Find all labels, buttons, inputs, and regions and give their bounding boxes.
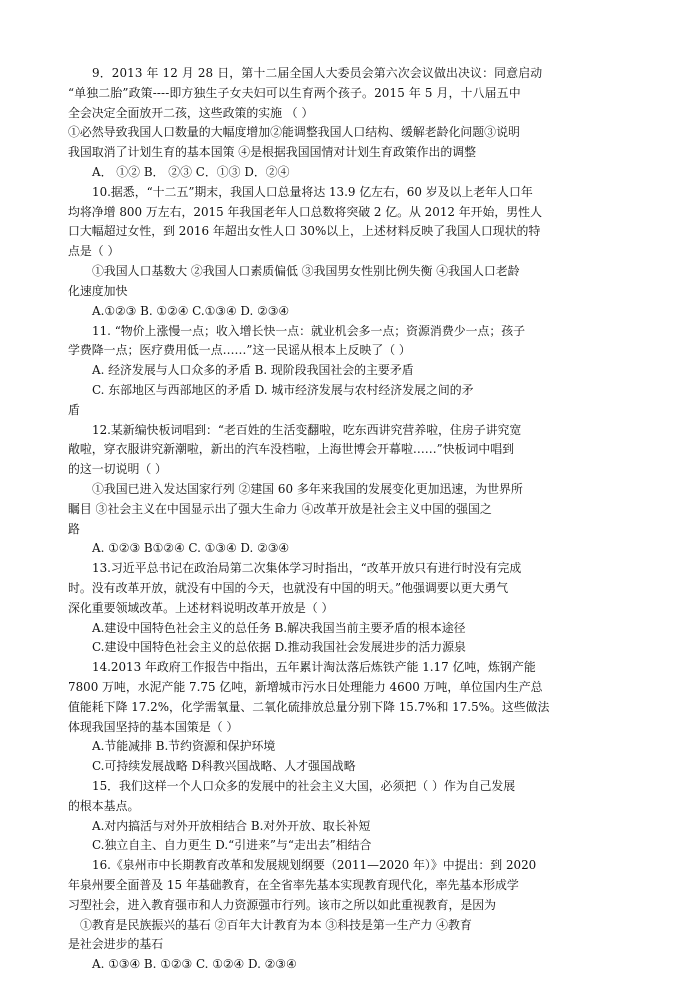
q10-line-5: ①我国人口基数大 ②我国人口素质偏低 ③我国男女性别比例失衡 ④我国人口老龄 — [92, 264, 520, 278]
q14-line-4: 体现我国坚持的基本国策是（ ） — [68, 719, 239, 734]
q10-line-6: 化速度加快 — [68, 283, 128, 298]
q12-options: A. ①②③ B①②④ C. ①③④ D. ②③④ — [92, 541, 290, 556]
q14-option-cd: C.可持续发展战略 D科教兴国战略、人才强国战略 — [92, 759, 356, 774]
q13-option-cd: C.建设中国特色社会主义的总依据 D.推动我国社会发展进步的活力源泉 — [92, 640, 466, 655]
q15-option-ab: A.对内搞活与对外开放相结合 B.对外开放、取长补短 — [92, 818, 371, 833]
q9-line-4: ①必然导致我国人口数量的大幅度增加②能调整我国人口结构、缓解老龄化问题③说明 — [68, 125, 520, 140]
q10-line-3: 口大幅超过女性，到 2016 年超出女性人口 30%以上，上述材料反映了我国人口现状的特 — [68, 224, 541, 239]
q9-line-5: 我国取消了计划生育的基本国策 ④是根据我国国情对计划生育政策作出的调整 — [68, 145, 477, 160]
q12-line-5: 瞩目 ③社会主义在中国显示出了强大生命力 ④改革开放是社会主义中国的强国之 — [68, 501, 492, 516]
q16-line-4: ①教育是民族振兴的基石 ②百年大计教育为本 ③科技是第一生产力 ④教育 — [80, 917, 472, 932]
q9-line-3: 全会决定全面放开二孩，这些政策的实施 （ ） — [68, 105, 314, 120]
q14-line-2: 7800 万吨，水泥产能 7.75 亿吨，新增城市污水日处理能力 4600 万吨，单位国内生产总 — [68, 679, 543, 694]
q13-line-3: 深化重要领域改革。上述材料说明改革开放是（ ） — [68, 600, 334, 615]
q14-line-1: 14.2013 年政府工作报告中指出，五年累计淘汰落后炼铁产能 1.17 亿吨，炼钢产能 — [92, 660, 536, 675]
q11-option-cd: C. 东部地区与西部地区的矛盾 D. 城市经济发展与农村经济发展之间的矛 — [92, 382, 474, 397]
q9-line-2: “单独二胎”政策----即方独生子女夫妇可以生育两个孩子。2015 年 5 月，十八届五中 — [68, 85, 521, 100]
q12-line-4: ①我国已进入发达国家行列 ②建国 60 多年来我国的发展变化更加迅速，为世界所 — [92, 481, 523, 496]
q14-option-ab: A.节能减排 B.节约资源和保护环境 — [92, 739, 276, 754]
q15-line-1: 15．我们这样一个人口众多的发展中的社会主义大国，必须把（ ）作为自己发展 — [92, 779, 516, 793]
q16-line-2: 年泉州要全面普及 15 年基础教育，在全省率先基本实现教育现代化，率先基本形成学 — [68, 878, 519, 892]
q16-line-3: 习型社会，进入教育强市和人力资源强市行列。该市之所以如此重视教育，是因为 — [68, 897, 497, 912]
q16-options: A. ①③④ B. ①②③ C. ①②④ D. ②③④ — [92, 957, 297, 972]
q15-line-2: 的根本基点。 — [68, 798, 140, 813]
q12-line-3: 的这一切说明（ ） — [68, 462, 167, 477]
q16-line-5: 是社会进步的基石 — [68, 937, 164, 952]
q14-line-3: 值能耗下降 17.2%，化学需氧量、二氧化硫排放总量分别下降 15.7%和 17.5%。这些做法 — [68, 699, 550, 714]
q15-option-cd: C.独立自主、自力更生 D.“引进来”与“走出去”相结合 — [92, 838, 372, 853]
q11-option-ab: A. 经济发展与人口众多的矛盾 B. 现阶段我国社会的主要矛盾 — [92, 363, 414, 378]
q13-line-1: 13.习近平总书记在政治局第二次集体学习时指出，“改革开放只有进行时没有完成 — [92, 561, 522, 576]
q10-line-2: 均将净增 800 万左右，2015 年我国老年人口总数将突破 2 亿。从 2012 年开始，男性人 — [68, 204, 542, 219]
q16-line-1: 16.《泉州市中长期教育改革和发展规划纲要（2011—2020 年）》中提出：到 2020 — [92, 858, 537, 873]
q11-line-2: 学费降一点；医疗费用低一点……”这一民谣从根本上反映了（ ） — [68, 343, 411, 358]
q10-line-1: 10.据悉，“十二五”期末，我国人口总量将达 13.9 亿左右，60 岁及以上老年人口年 — [92, 184, 533, 199]
q9-line-1: 9．2013 年 12 月 28 日，第十二届全国人大委员会第六次会议做出决议：同意启动 — [92, 66, 543, 80]
q13-option-ab: A.建设中国特色社会主义的总任务 B.解决我国当前主要矛盾的根本途径 — [92, 620, 466, 635]
q11-line-1: 11. “物价上涨慢一点；收入增长快一点：就业机会多一点；资源消费少一点；孩子 — [92, 323, 526, 338]
q12-line-2: 敞啦，穿衣服讲究新潮啦，新出的汽车没档啦，上海世博会开幕啦……”快板词中唱到 — [68, 442, 515, 457]
q12-line-1: 12.某新编快板词唱到：“老百姓的生活变翻啦，吃东西讲究营养啦，住房子讲究宽 — [92, 422, 522, 437]
q10-line-4: 点是（ ） — [68, 244, 120, 259]
q9-options: A． ①② B． ②③ C．①③ D．②④ — [92, 165, 290, 179]
q13-line-2: 时。没有改革开放，就没有中国的今天，也就没有中国的明天。”他强调要以更大勇气 — [68, 580, 509, 595]
q10-options: A.①②③ B. ①②④ C.①③④ D. ②③④ — [92, 303, 290, 318]
q12-line-6: 路 — [68, 521, 80, 536]
q11-line-5: 盾 — [68, 402, 80, 417]
